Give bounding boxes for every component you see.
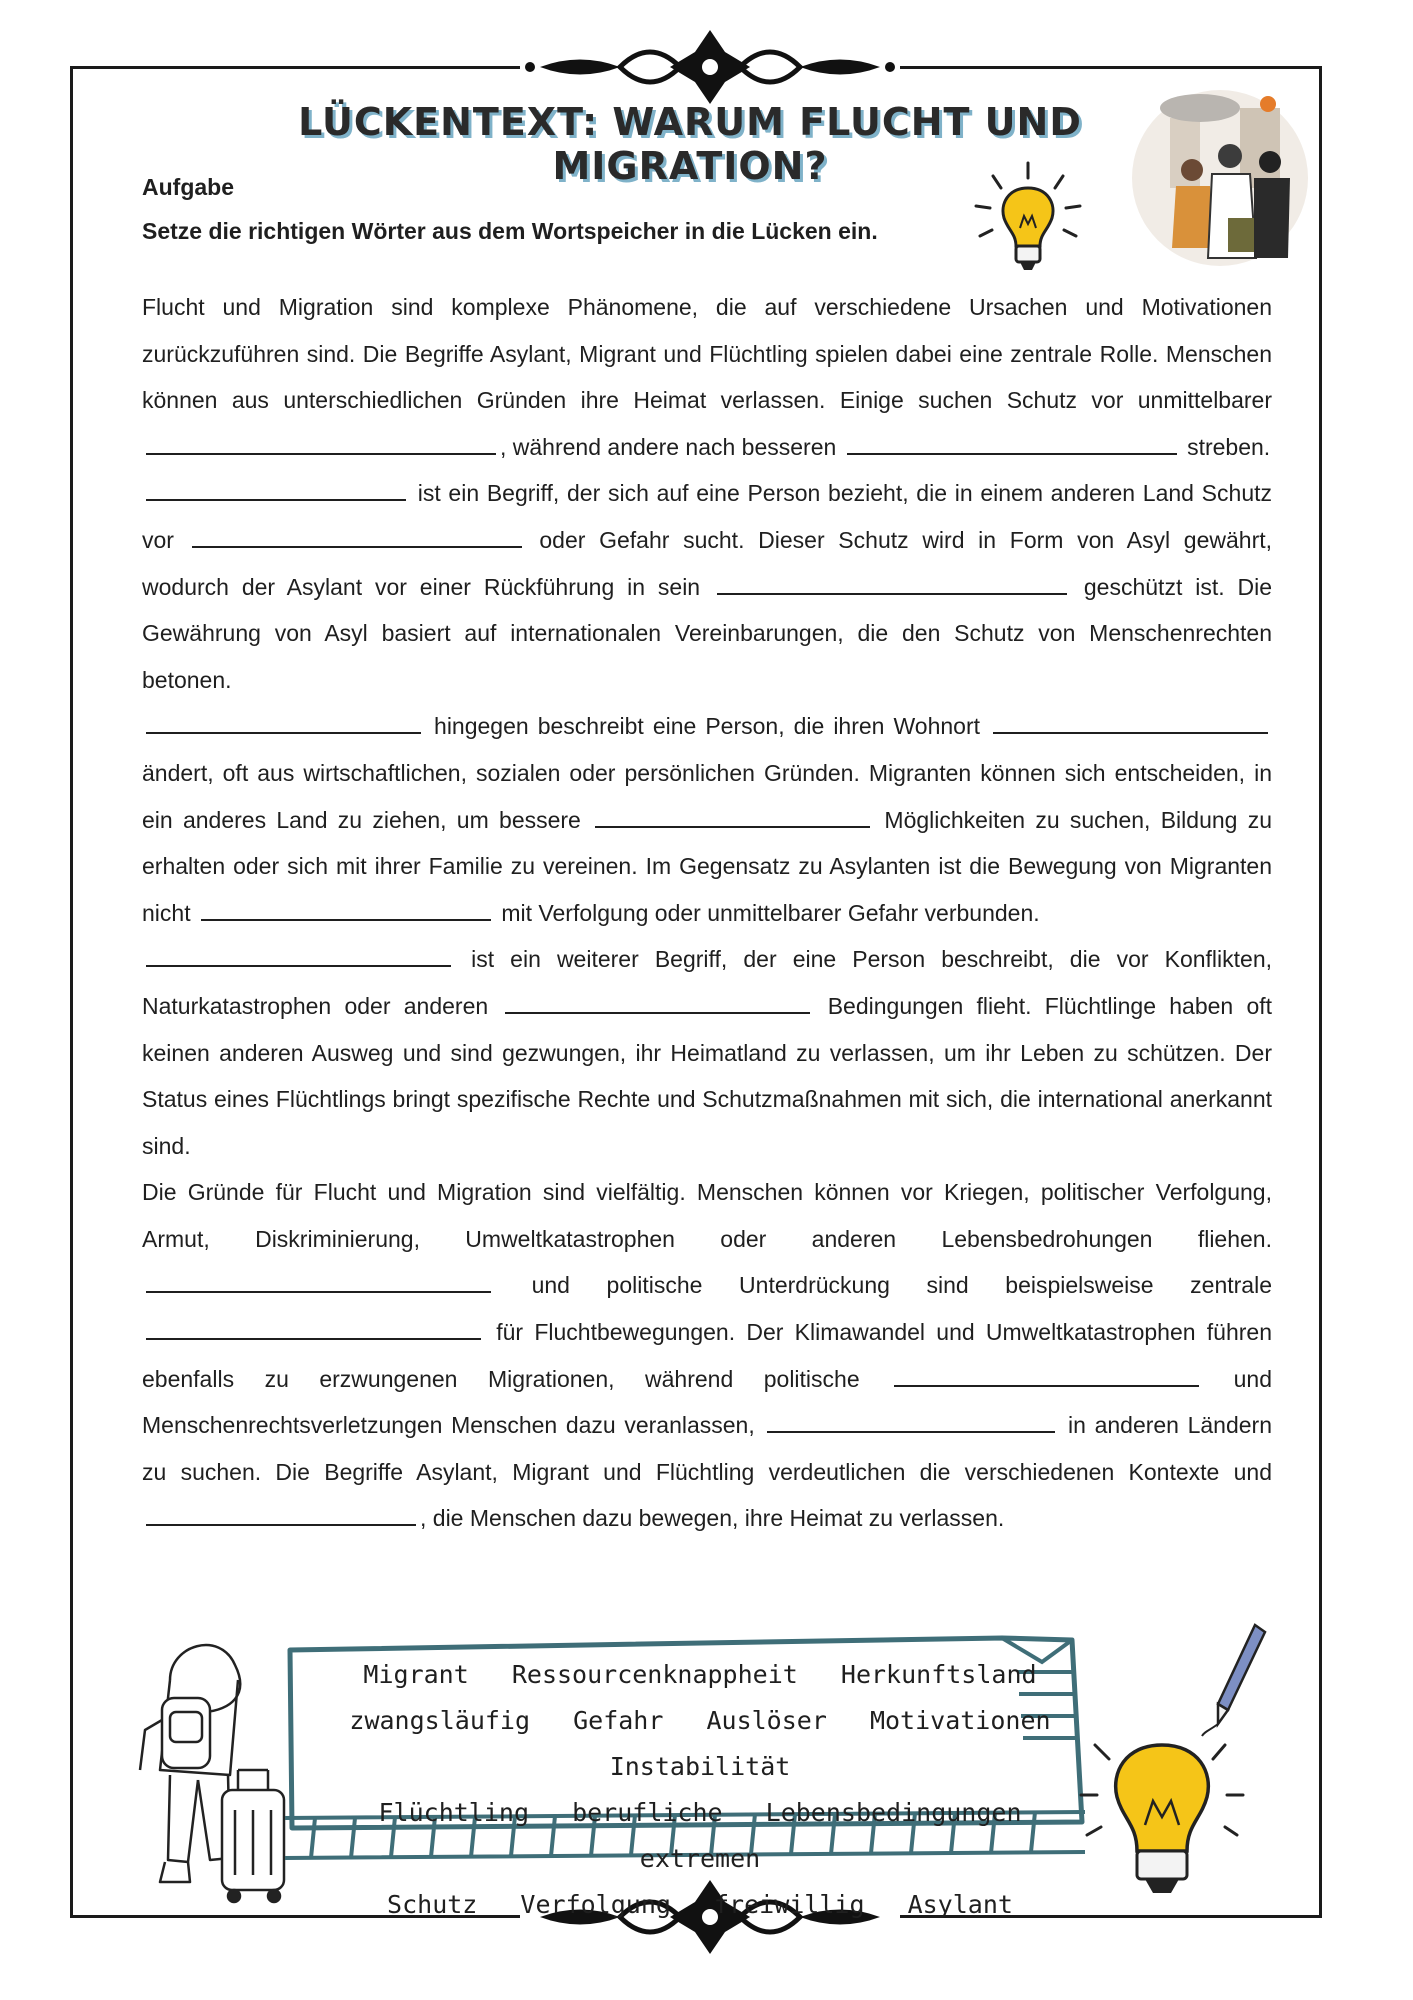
text-segment: mit Verfolgung oder unmittelbarer Gefahr verbunden. xyxy=(501,899,1040,926)
paragraph xyxy=(142,703,1272,936)
text-segment: in anderen Ländern zu suchen. Die Begriffe Asylant, Migrant und Flüchtling verdeutlichen die verschiedenen Kontexte und xyxy=(142,1412,1273,1485)
paragraph xyxy=(142,936,1272,1169)
gap-blank[interactable] xyxy=(767,1407,1055,1433)
word-chip[interactable]: Motivationen xyxy=(869,1706,1051,1735)
text-segment: ist ein weiterer Begriff, der eine Person beschreibt, die vor Konflikten, Naturkatastrophen oder anderen xyxy=(142,946,1273,1019)
word-bank-row xyxy=(285,1882,1115,1928)
text-segment: geschützt ist. Die Gewährung von Asyl basiert auf internationalen Vereinbarungen, die den Schutz von Menschenrechten betonen. xyxy=(142,573,1273,693)
word-chip[interactable]: Verfolgung xyxy=(520,1890,671,1919)
gap-blank[interactable] xyxy=(192,522,522,548)
gap-blank[interactable] xyxy=(894,1361,1199,1387)
gap-blank[interactable] xyxy=(146,1314,481,1340)
paragraph xyxy=(142,284,1272,470)
word-chip[interactable]: Ressourcenknappheit xyxy=(511,1660,798,1689)
gap-blank[interactable] xyxy=(146,475,406,501)
word-bank-row xyxy=(285,1790,1115,1882)
word-chip[interactable]: Schutz xyxy=(387,1890,478,1919)
gap-blank[interactable] xyxy=(847,429,1177,455)
word-chip[interactable]: Asylant xyxy=(907,1890,1013,1919)
ornament-top-icon xyxy=(520,22,900,112)
text-segment: hingegen beschreibt eine Person, die ihren Wohnort xyxy=(434,713,980,740)
gap-blank[interactable] xyxy=(993,708,1268,734)
word-chip[interactable]: extremen xyxy=(639,1844,761,1873)
task-instruction: Setze die richtigen Wörter aus dem Wortspeicher in die Lücken ein. xyxy=(142,218,878,244)
gap-blank[interactable] xyxy=(146,708,421,734)
word-chip[interactable]: Gefahr xyxy=(573,1706,664,1735)
text-segment: streben. xyxy=(1187,433,1271,460)
text-segment: ändert, oft aus wirtschaftlichen, sozialen oder persönlichen Gründen. Migranten können sich entscheiden, in ein anderes Land zu ziehen, um bessere xyxy=(142,759,1272,833)
paragraph xyxy=(142,1169,1272,1542)
page-title: LÜCKENTEXT: WARUM FLUCHT UND MIGRATION? xyxy=(298,100,1082,188)
word-bank-row xyxy=(285,1652,1115,1698)
word-chip[interactable]: Instabilität xyxy=(609,1752,791,1781)
text-segment: Möglichkeiten zu suchen, Bildung zu erhalten oder sich mit ihrer Familie zu vereinen. Im Gegensatz zu Asylanten ist die Bewegung von Migranten nicht xyxy=(142,806,1273,926)
text-segment: , die Menschen dazu bewegen, ihre Heimat zu verlassen. xyxy=(420,1505,1005,1532)
text-segment: und politische Unterdrückung sind beispielsweise zentrale xyxy=(531,1272,1272,1299)
text-segment: Bedingungen flieht. Flüchtlinge haben oft keinen anderen Ausweg und sind gezwungen, ihr Heimatland zu verlassen, um ihr Leben zu schützen. Der Status eines Flüchtlings bringt spezifische Rechte und Schutzmaßnahmen mit sich, die international anerkannt sind. xyxy=(142,992,1273,1159)
refugee-scene-illustration xyxy=(1130,78,1310,278)
word-chip[interactable]: freiwillig xyxy=(714,1890,865,1919)
word-chip[interactable]: zwangsläufig xyxy=(349,1706,531,1735)
text-segment: ist ein Begriff, der sich auf eine Person bezieht, die in einem anderen Land Schutz vor xyxy=(142,480,1272,553)
text-segment: für Fluchtbewegungen. Der Klimawandel und Umweltkatastrophen führen ebenfalls zu erzwungenen Migrationen, während politische xyxy=(142,1319,1273,1392)
gap-blank[interactable] xyxy=(201,895,491,921)
text-segment: Flucht und Migration sind komplexe Phänomene, die auf verschiedene Ursachen und Motivationen zurückzuführen sind. Die Begriffe Asylant, Migrant und Flüchtling spielen dabei eine zentrale Rolle. Menschen können aus unterschiedlichen Gründen ihre Heimat verlassen. Einige suchen Schutz vor unmittelbarer xyxy=(142,294,1272,414)
lightbulb-icon xyxy=(968,158,1088,278)
paragraph xyxy=(142,470,1272,703)
gap-blank[interactable] xyxy=(146,1500,416,1526)
word-chip[interactable]: Auslöser xyxy=(706,1706,827,1735)
word-chip[interactable]: berufliche xyxy=(572,1798,723,1827)
text-segment: , während andere nach besseren xyxy=(500,433,837,460)
word-chip[interactable]: Flüchtling xyxy=(378,1798,529,1827)
text-segment: und Menschenrechtsverletzungen Menschen dazu veranlassen, xyxy=(142,1365,1273,1439)
word-chip[interactable]: Lebensbedingungen xyxy=(765,1798,1022,1827)
gap-blank[interactable] xyxy=(505,988,810,1014)
gap-blank[interactable] xyxy=(146,1267,491,1293)
text-segment: oder Gefahr sucht. Dieser Schutz wird in Form von Asyl gewährt, wodurch der Asylant vor einer Rückführung in sein xyxy=(142,526,1273,600)
word-bank xyxy=(285,1652,1115,1928)
word-chip[interactable]: Herkunftsland xyxy=(840,1660,1037,1689)
word-chip[interactable]: Migrant xyxy=(363,1660,469,1689)
text-segment: Die Gründe für Flucht und Migration sind vielfältig. Menschen können vor Kriegen, politischer Verfolgung, Armut, Diskriminierung, Umweltkatastrophen oder anderen Lebensbedrohungen fliehen. xyxy=(142,1179,1272,1252)
task-label: Aufgabe xyxy=(142,174,234,200)
gap-blank[interactable] xyxy=(146,429,496,455)
gap-blank[interactable] xyxy=(146,941,451,967)
cloze-text xyxy=(142,284,1272,1542)
gap-blank[interactable] xyxy=(717,569,1067,595)
gap-blank[interactable] xyxy=(595,802,870,828)
word-bank-row xyxy=(285,1698,1115,1790)
